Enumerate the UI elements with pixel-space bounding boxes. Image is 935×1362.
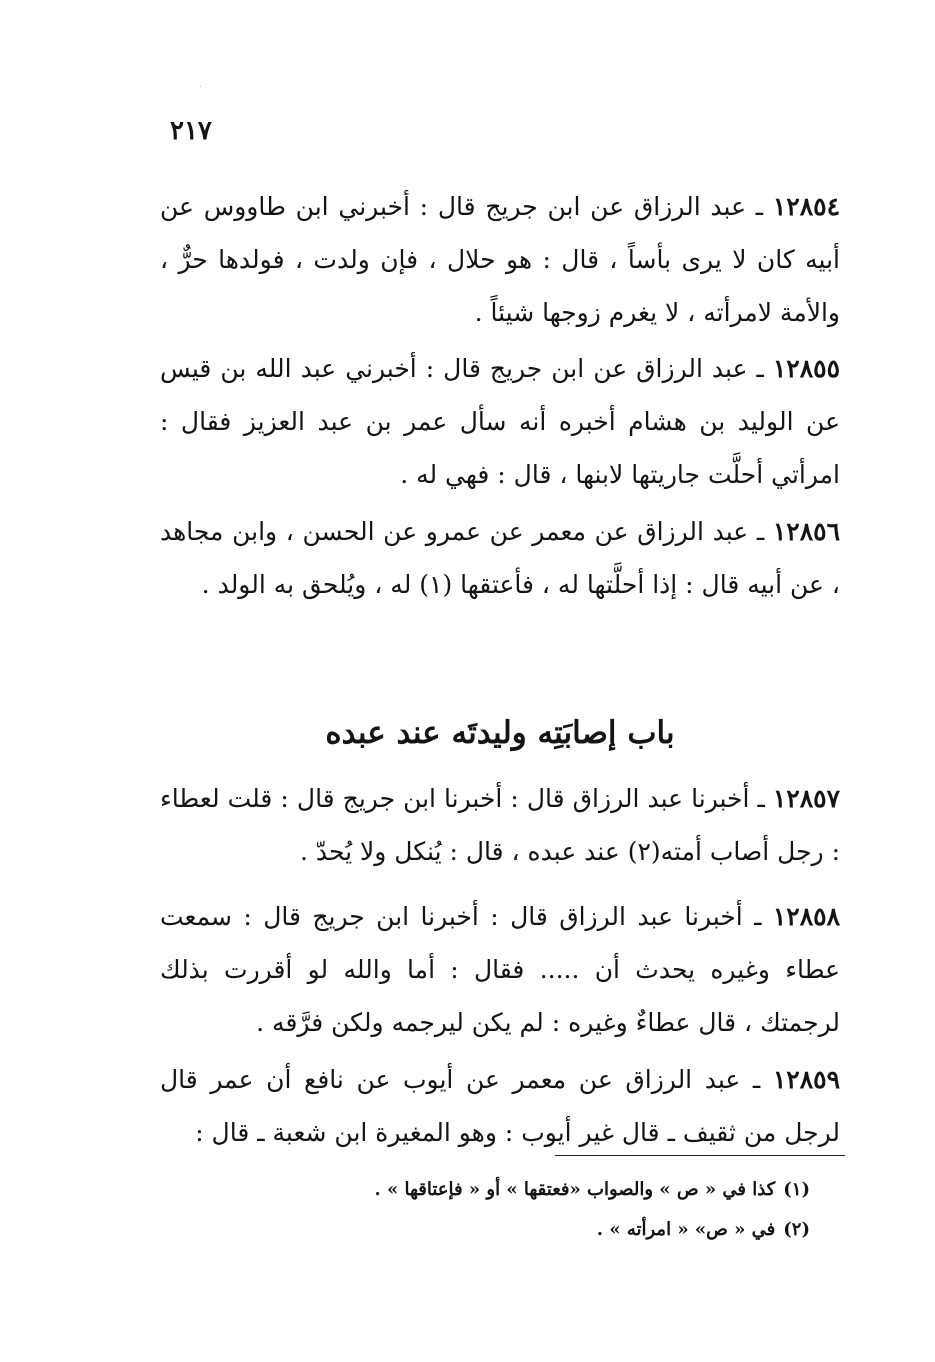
footnote-divider [555, 1155, 845, 1156]
hadith-paragraph [160, 505, 840, 611]
paragraph-body [160, 772, 840, 878]
hadith-text: ـ أخبرنا عبد الرزاق قال : أخبرنا ابن جريج قال : سمعت عطاء وغيره يحدث أن ..... فقال : أما والله لو أقررت بذلك لرجمتك ، قال عطاءٌ وغيره : لم يكن ليرجمه ولكن فرَّقه . [160, 902, 840, 1037]
hadith-number: ١٢٨٥٦ [772, 517, 840, 546]
footnote-marker: (٢) [783, 1219, 810, 1240]
hadith-paragraph [160, 772, 840, 878]
footnote-2 [300, 1210, 810, 1250]
scan-speck [200, 86, 201, 87]
hadith-text: ـ عبد الرزاق عن معمر عن أيوب عن نافع أن عمر قال لرجل من ثقيف ـ قال غير أيوب : وهو المغيرة ابن شعبة ـ قال : [160, 1065, 840, 1147]
hadith-paragraph [160, 890, 840, 1049]
footnote-1 [300, 1170, 810, 1210]
hadith-paragraph [160, 342, 840, 501]
hadith-paragraph [160, 1053, 840, 1159]
hadith-number: ١٢٨٥٧ [772, 784, 840, 813]
footnotes [300, 1170, 810, 1250]
footnote-marker: (١) [783, 1179, 810, 1200]
page-number: ٢١٧ [170, 116, 212, 146]
hadith-text: ـ عبد الرزاق عن معمر عن عمرو عن الحسن ، وابن مجاهد ، عن أبيه قال : إذا أحلَّتها له ، فأعتقها (١) له ، ويُلحق به الولد . [160, 517, 840, 599]
chapter-heading: باب إصابَتِه وليدتَه عند عبده [325, 715, 675, 751]
paragraph-body [160, 505, 840, 611]
footnote-text: في « ص» « امرأته » . [596, 1219, 776, 1240]
hadith-number: ١٢٨٥٤ [772, 192, 840, 221]
hadith-text: ـ أخبرنا عبد الرزاق قال : أخبرنا ابن جريج قال : قلت لعطاء : رجل أصاب أمته(٢) عند عبده ، قال : يُنكل ولا يُحدّ . [160, 784, 840, 866]
paragraph-body [160, 1053, 840, 1159]
hadith-number: ١٢٨٥٩ [772, 1065, 840, 1094]
hadith-paragraph [160, 180, 840, 339]
hadith-text: ـ عبد الرزاق عن ابن جريج قال : أخبرني عبد الله بن قيس عن الوليد بن هشام أخبره أنه سأل عمر بن عبد العزيز فقال : امرأتي أحلَّت جاريتها لابنها ، قال : فهي له . [160, 354, 840, 489]
paragraph-body [160, 180, 840, 339]
hadith-number: ١٢٨٥٨ [772, 902, 840, 931]
paragraph-body [160, 342, 840, 501]
hadith-text: ـ عبد الرزاق عن ابن جريج قال : أخبرني ابن طاووس عن أبيه كان لا يرى بأساً ، قال : هو حلال ، فإن ولدت ، فولدها حرٌّ ، والأمة لامرأته ، لا يغرم زوجها شيئاً . [160, 192, 840, 327]
paragraph-body [160, 890, 840, 1049]
footnote-text: كذا في « ص » والصواب «فعتقها » أو « فإعتاقها » . [374, 1179, 776, 1200]
hadith-number: ١٢٨٥٥ [772, 354, 840, 383]
